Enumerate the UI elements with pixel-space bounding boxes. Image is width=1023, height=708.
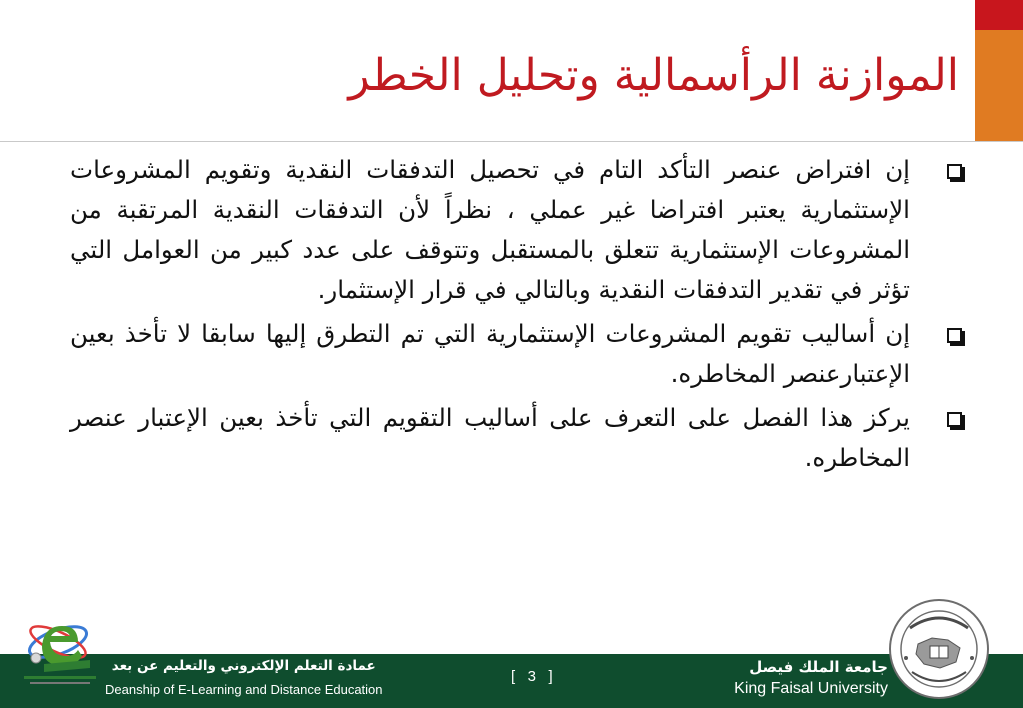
bullet-text: يركز هذا الفصل على التعرف على أساليب التقويم التي تأخذ بعين الإعتبار عنصر المخاطره. bbox=[70, 403, 910, 472]
bullet-text: إن افتراض عنصر التأكد التام في تحصيل التدفقات النقدية وتقويم المشروعات الإستثمارية يعتبر افتراضا غير عملي ، نظراً لأن التدفقات النقدية المرتقبة من المشروعات الإستثمارية تتعلق بالمستقبل وتتوقف على عدد كبير من العوامل التي تؤثر في تقدير التدفقات النقدية وبالتالي في قرار الإستثمار. bbox=[70, 155, 910, 304]
deanship-name-ar: عمادة التعلم الإلكتروني والتعليم عن بعد bbox=[111, 658, 376, 674]
university-name-en: King Faisal University bbox=[734, 680, 888, 697]
square-bullet-icon bbox=[947, 412, 962, 427]
deanship-block bbox=[105, 654, 383, 697]
deanship-name-en: Deanship of E-Learning and Distance Education bbox=[105, 682, 383, 697]
square-bullet-icon bbox=[947, 164, 962, 179]
bullet-item bbox=[70, 150, 970, 310]
bullet-item bbox=[70, 398, 970, 478]
corner-accent-red bbox=[975, 0, 1023, 30]
page-number: [ 3 ] bbox=[511, 668, 553, 685]
slide-title: الموازنة الرأسمالية وتحليل الخطر bbox=[348, 50, 959, 101]
deanship-e-logo-icon bbox=[20, 612, 100, 690]
king-faisal-university-seal-icon bbox=[888, 598, 990, 700]
corner-accent-orange bbox=[975, 30, 1023, 142]
bullet-item bbox=[70, 314, 970, 394]
university-block bbox=[734, 654, 888, 698]
university-name-ar: جامعة الملك فيصل bbox=[749, 658, 888, 676]
square-bullet-icon bbox=[947, 328, 962, 343]
footer-bar bbox=[0, 654, 1023, 708]
bullet-text: إن أساليب تقويم المشروعات الإستثمارية التي تم التطرق إليها سابقا لا تأخذ بعين الإعتبارعنصر المخاطره. bbox=[70, 319, 910, 388]
title-divider bbox=[0, 141, 1023, 142]
slide-content bbox=[70, 150, 970, 482]
